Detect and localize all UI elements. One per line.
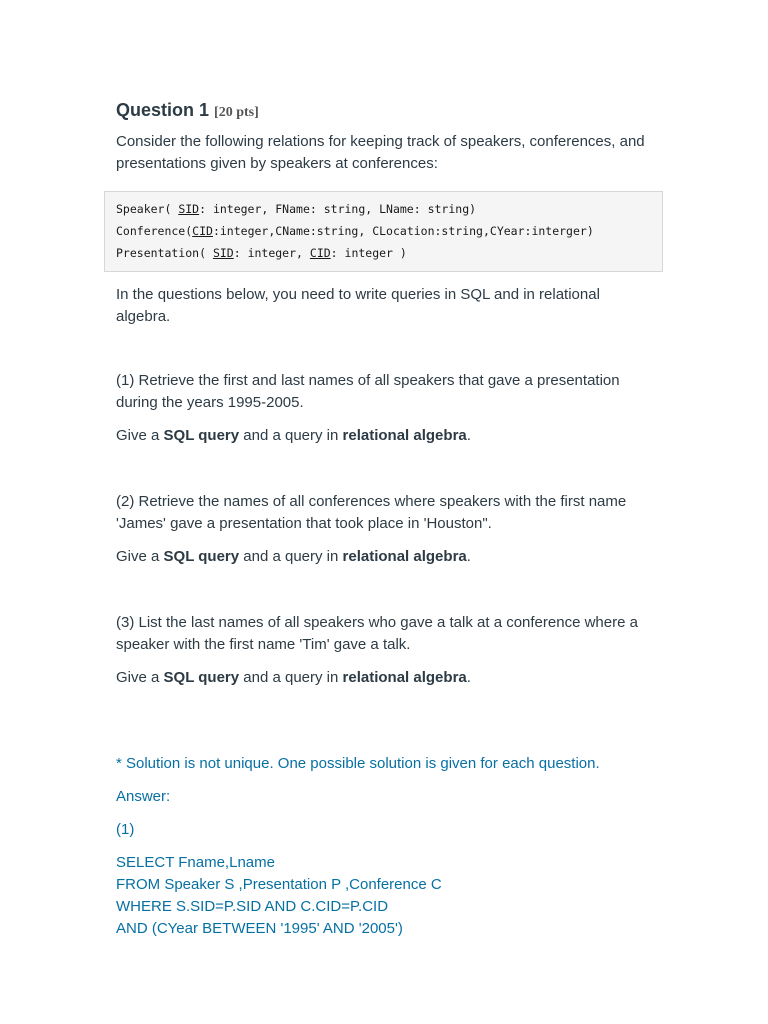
question-intro: Consider the following relations for keeping track of speakers, conferences, and presentations given by speakers at conferences: (116, 133, 645, 172)
sql-line: SELECT Fname,Lname (116, 854, 275, 871)
answer-number: (1) (116, 821, 135, 838)
presentation-key-sid: SID (212, 246, 234, 260)
give-instruction-1: Give a SQL query and a query in relational algebra. (116, 427, 471, 444)
sql-line: FROM Speaker S ,Presentation P ,Conference C (116, 876, 442, 893)
question-content (116, 96, 656, 940)
instructions-text: In the questions below, you need to write queries in SQL and in relational algebra. (116, 286, 600, 325)
sql-line: WHERE S.SID=P.SID AND C.CID=P.CID (116, 898, 389, 915)
question-title (116, 96, 656, 127)
schema-speaker: Speaker( SID: integer, FName: string, LName: string) (116, 202, 477, 216)
speaker-key: SID (178, 202, 200, 216)
give-instruction-3: Give a SQL query and a query in relational algebra. (116, 669, 471, 686)
presentation-key-cid: CID (309, 246, 331, 260)
give-instruction-2: Give a SQL query and a query in relational algebra. (116, 548, 471, 565)
subquestion-2: (2) Retrieve the names of all conferences where speakers with the first name 'James' gave a presentation that took place in 'Houston". (116, 493, 627, 532)
subquestion-3: (3) List the last names of all speakers who gave a talk at a conference where a speaker with the first name 'Tim' gave a talk. (116, 614, 638, 653)
solution-note: * Solution is not unique. One possible solution is given for each question. (116, 755, 600, 772)
question-title-text: Question 1 (116, 100, 210, 120)
question-points: [20 pts] (214, 105, 259, 120)
schema-code-block (104, 191, 663, 272)
schema-presentation: Presentation( SID: integer, CID: integer ) (116, 246, 407, 260)
sql-line: AND (CYear BETWEEN '1995' AND '2005') (116, 920, 403, 937)
subquestion-1: (1) Retrieve the first and last names of all speakers that gave a presentation during the years 1995-2005. (116, 372, 620, 411)
sql-answer (116, 852, 656, 940)
conference-key: CID (192, 224, 213, 238)
schema-conference: Conference(CID:integer,CName:string, CLocation:string,CYear:interger) (116, 224, 594, 238)
answer-label: Answer: (116, 788, 171, 805)
